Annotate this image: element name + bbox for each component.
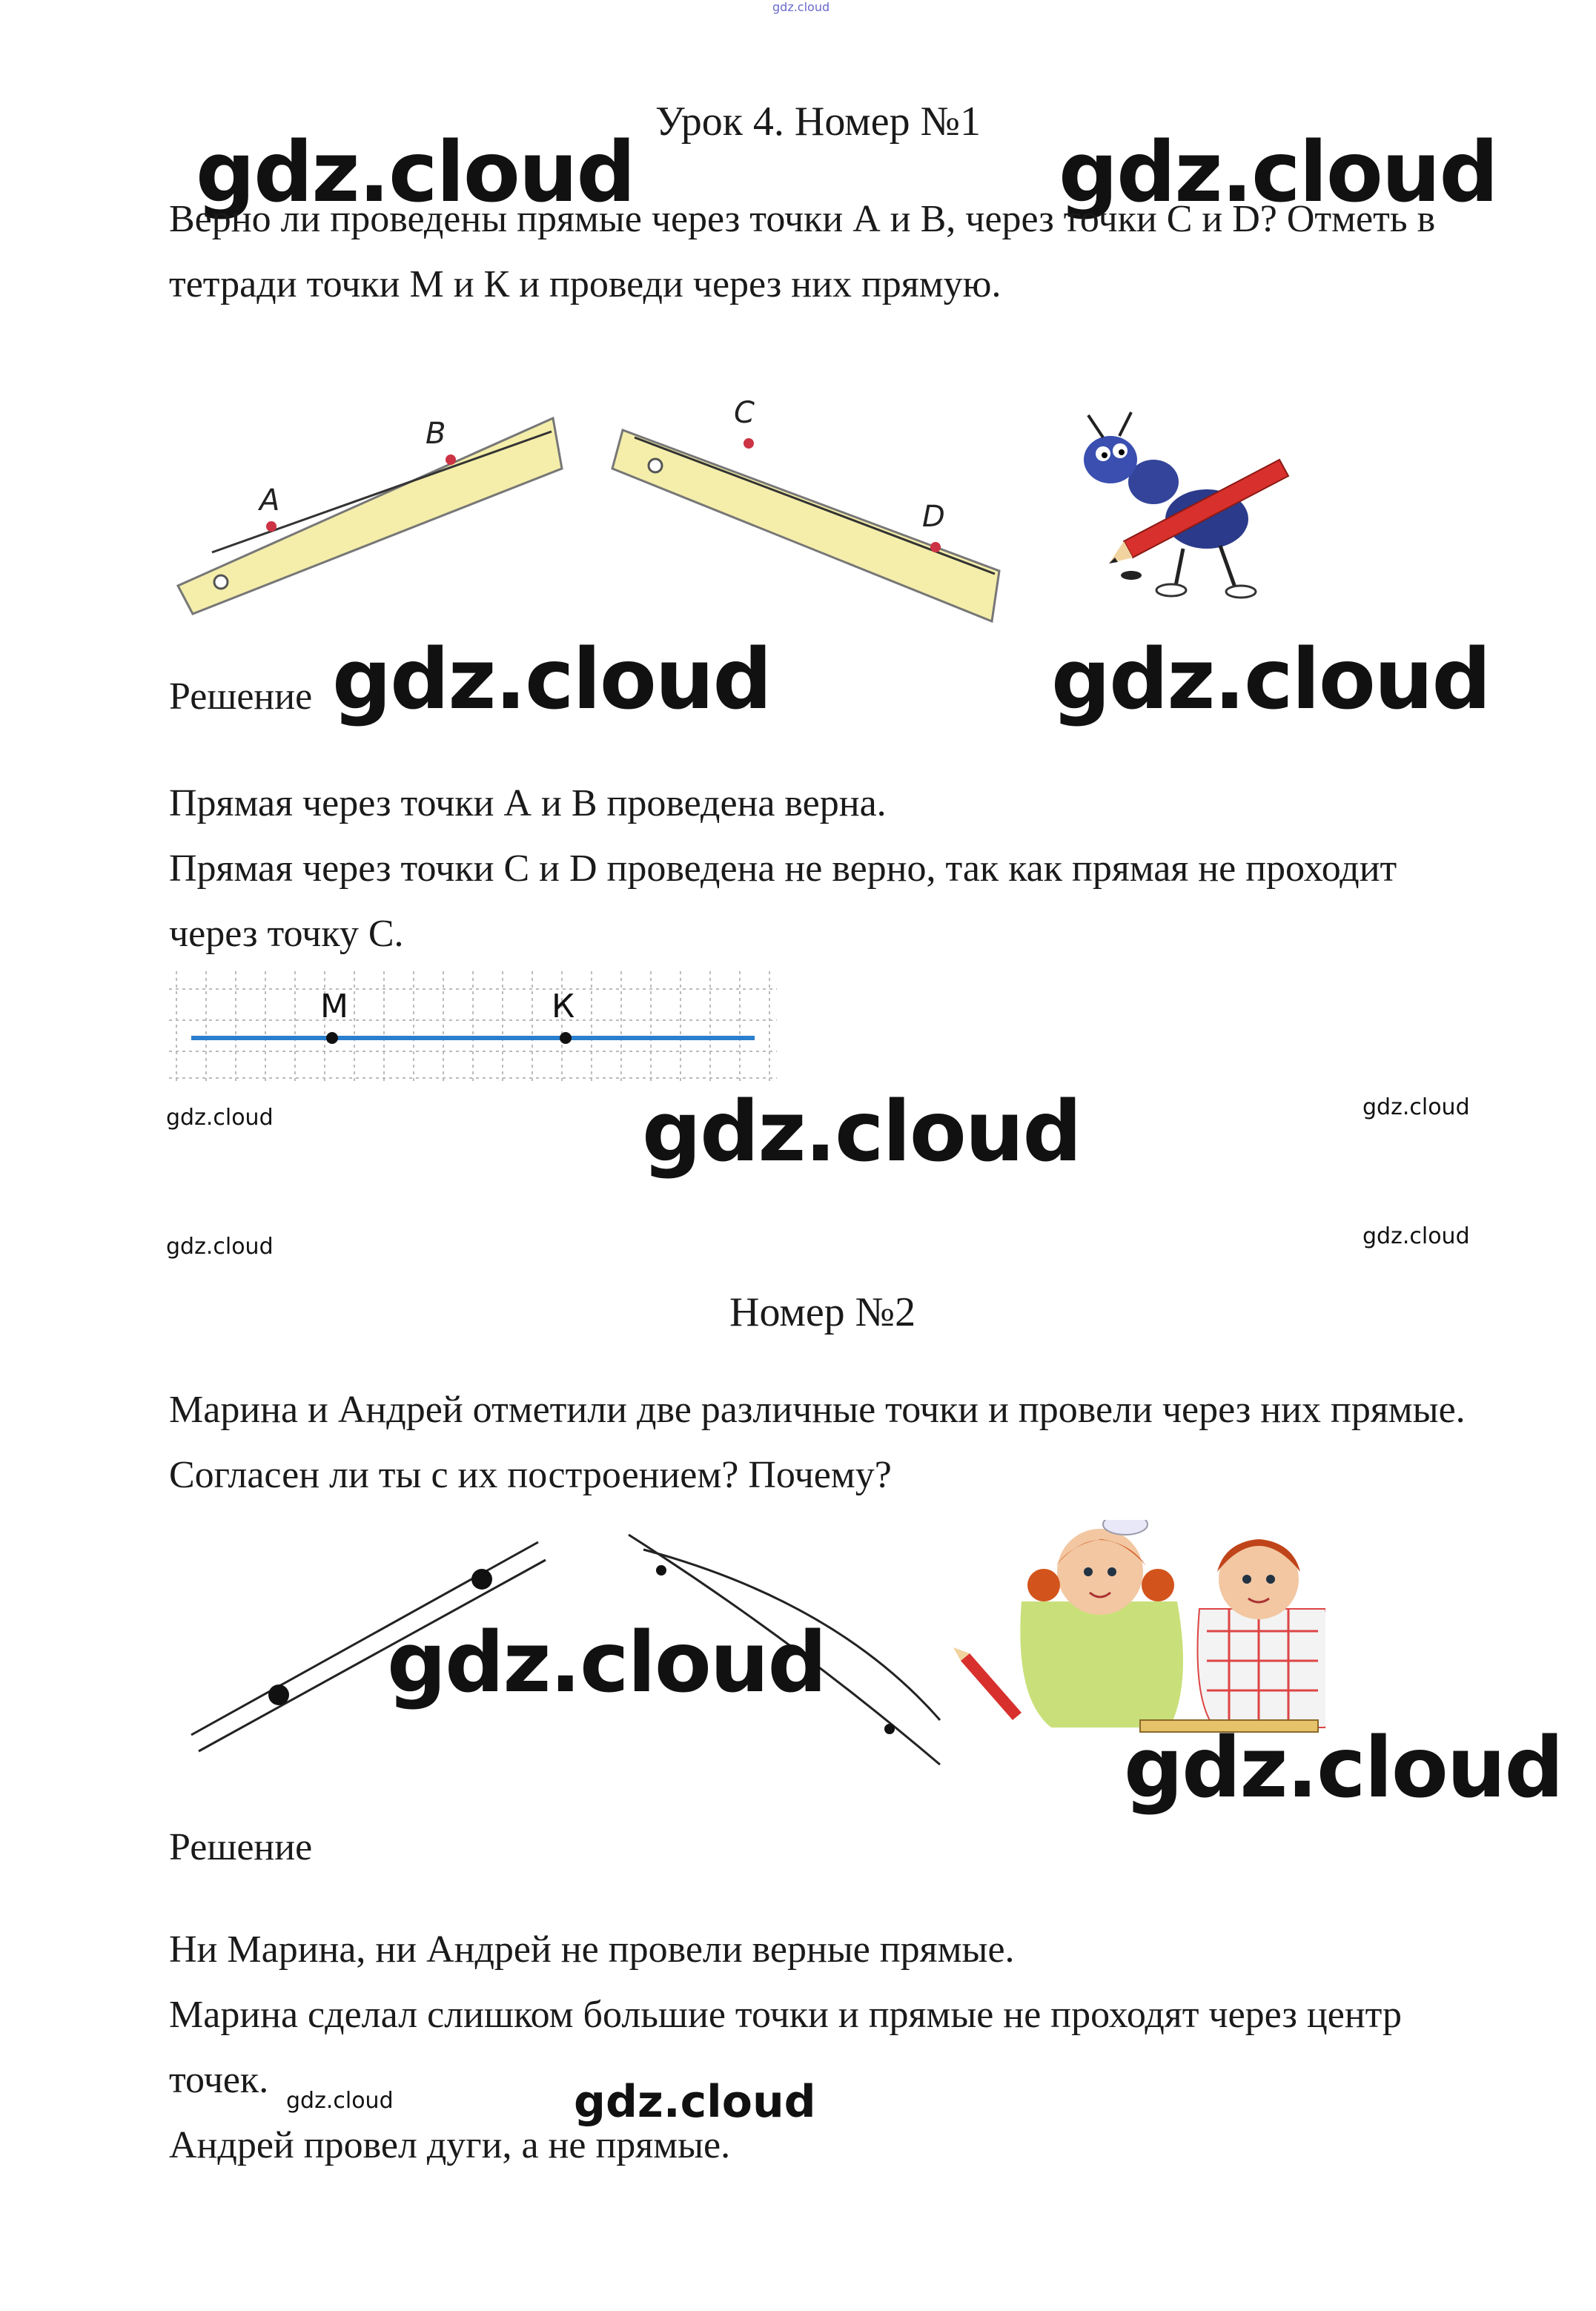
ant-with-pencil-image [1084, 412, 1288, 598]
task1-answer-line2: Прямая через точки С и D проведена не верно, так как прямая не проходит через точку С. [169, 847, 1397, 955]
task1-question [169, 187, 1489, 317]
watermark-4: gdz.cloud [1051, 632, 1490, 728]
label-c: C [734, 396, 755, 430]
task2-solution-label: Решение [169, 1826, 313, 1868]
mk-line-drawing [169, 971, 784, 1082]
task2-title: Номер №2 [729, 1289, 916, 1335]
watermark-8: gdz.cloud [166, 1234, 274, 1260]
task1-title: Урок 4. Номер №1 [655, 99, 981, 145]
children-image [953, 1520, 1325, 1732]
watermark-6: gdz.cloud [1362, 1094, 1470, 1120]
label-m: М [320, 988, 348, 1025]
point-k [560, 1032, 572, 1044]
grid [169, 971, 777, 1082]
point-m [326, 1032, 338, 1044]
label-a: A [259, 483, 280, 518]
watermark-9: gdz.cloud [1362, 1223, 1470, 1249]
watermark-5: gdz.cloud [166, 1105, 274, 1131]
watermark-3: gdz.cloud [332, 632, 771, 728]
task1-illustration [168, 386, 1339, 630]
watermark-1: gdz.cloud [196, 125, 635, 221]
watermark-13: gdz.cloud [574, 2076, 816, 2128]
point-d [930, 542, 941, 552]
ruler-left [178, 418, 562, 614]
top-watermark: gdz.cloud [772, 0, 830, 14]
task2-answer-line2: Марина сделал слишком большие точки и прямые не проходят через центр точек. [169, 1994, 1403, 2101]
task1-answer [169, 771, 1489, 967]
task1-solution-label: Решение [169, 675, 313, 718]
point-b [446, 454, 456, 465]
watermark-11: gdz.cloud [1124, 1720, 1563, 1816]
watermark-2: gdz.cloud [1059, 125, 1497, 221]
label-d: D [922, 500, 945, 534]
label-b: B [426, 417, 446, 451]
watermark-12: gdz.cloud [286, 2088, 394, 2114]
watermark-7: gdz.cloud [642, 1084, 1081, 1180]
task2-answer-line1: Ни Марина, ни Андрей не провели верные прямые. [169, 1928, 1015, 1971]
task1-answer-line1: Прямая через точки А и В проведена верна. [169, 782, 887, 824]
point-a [266, 521, 277, 532]
watermark-10: gdz.cloud [387, 1615, 826, 1711]
task1-question-text: Верно ли проведены прямые через точки А и В, через точки С и D? Отметь в тетради точки М и К и проведи через них прямую. [169, 198, 1436, 305]
point-c [744, 438, 754, 449]
label-k: К [552, 988, 575, 1025]
task2-answer-line3: Андрей провел дуги, а не прямые. [169, 2124, 731, 2166]
task2-answer [169, 1917, 1489, 2178]
task2-question-text: Марина и Андрей отметили две различные точки и провели через них прямые. Согласен ли ты с их построением? Почему? [169, 1389, 1466, 1496]
task2-question [169, 1378, 1489, 1508]
